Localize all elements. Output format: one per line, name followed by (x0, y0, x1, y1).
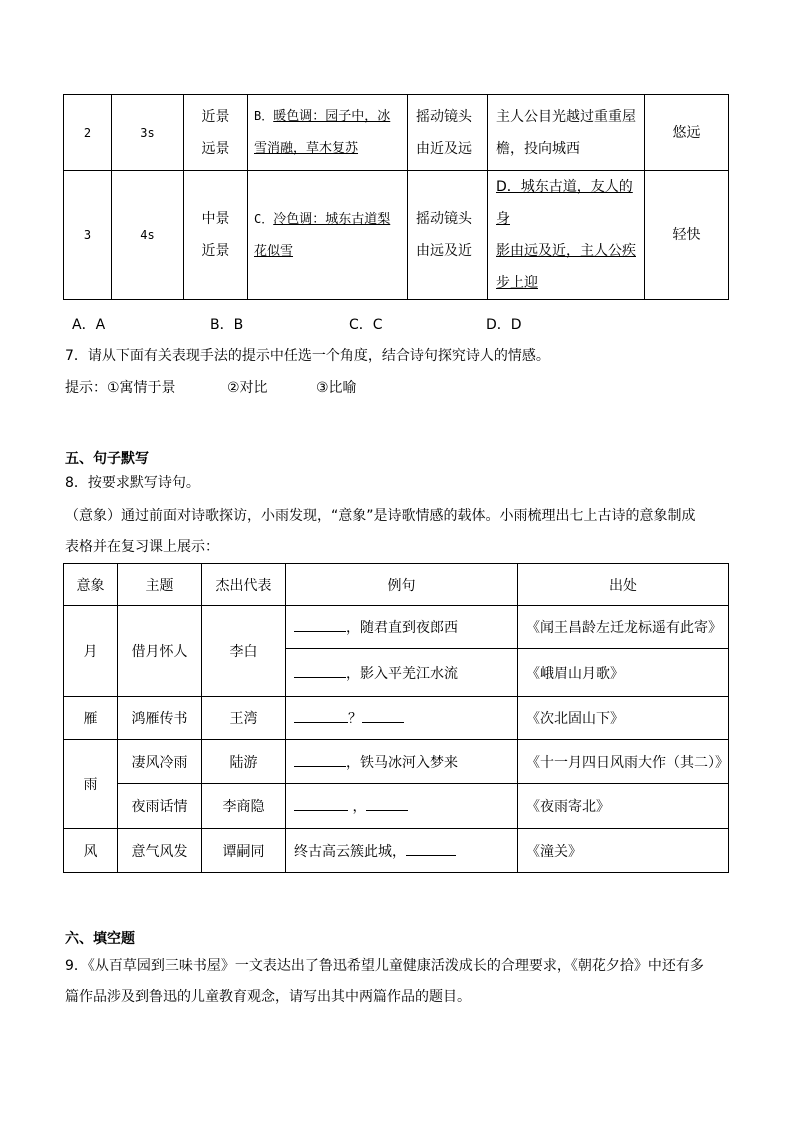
source-cell: 《次北固山下》 (518, 697, 729, 740)
shot-type: 近景 远景 (184, 95, 248, 171)
source-cell: 《闻王昌龄左迁龙标遥有此寄》 (518, 606, 729, 649)
answer-blank[interactable] (294, 708, 348, 723)
table-row (64, 740, 729, 784)
answer-blank[interactable] (294, 752, 346, 767)
sentence-cell: ？ (286, 697, 518, 740)
header-author: 杰出代表 (202, 564, 286, 606)
author-cell: 王湾 (202, 697, 286, 740)
answer-blank[interactable] (294, 663, 346, 678)
row-number: 2 (64, 95, 112, 171)
media-row-3 (64, 171, 729, 300)
header-sentence: 例句 (286, 564, 518, 606)
header-source: 出处 (518, 564, 729, 606)
theme-cell: 夜雨话情 (118, 784, 202, 829)
table-row (64, 829, 729, 873)
shot-content: 主人公目光越过重重屋 檐，投向城西 (488, 95, 645, 171)
section-5-heading: 五、句子默写 (65, 451, 149, 467)
sentence-cell: ，影入平羌江水流 (286, 649, 518, 697)
theme-cell: 借月怀人 (118, 606, 202, 697)
header-image: 意象 (64, 564, 118, 606)
imagery-cell: 月 (64, 606, 118, 697)
media-row-2 (64, 95, 729, 171)
table-row (64, 784, 729, 829)
media-table (63, 94, 729, 300)
answer-blank[interactable] (366, 796, 408, 811)
music-style: 悠远 (645, 95, 729, 171)
duration: 4s (112, 171, 184, 300)
imagery-cell: 雁 (64, 697, 118, 740)
source-cell: 《潼关》 (518, 829, 729, 873)
author-cell: 陆游 (202, 740, 286, 784)
q7-hint-1: 提示：①寓情于景 (65, 380, 176, 396)
question-7: 7．请从下面有关表现手法的提示中任选一个角度，结合诗句探究诗人的情感。 (65, 348, 550, 364)
choice-d: D．D (486, 317, 522, 333)
theme-cell: 凄风冷雨 (118, 740, 202, 784)
choice-a: A．A (72, 317, 106, 333)
author-cell: 李商隐 (202, 784, 286, 829)
answer-blank[interactable] (406, 841, 456, 856)
table-row (64, 697, 729, 740)
section-6-heading: 六、填空题 (65, 931, 135, 947)
table-header-row (64, 564, 729, 606)
option-c: C．冷色调：城东古道梨 花似雪 (248, 171, 408, 300)
option-d: D．城东古道，友人的身 影由远及近，主人公疾 步上迎 (488, 171, 645, 300)
source-cell: 《峨眉山月歌》 (518, 649, 729, 697)
sentence-cell: ，铁马冰河入梦来 (286, 740, 518, 784)
imagery-cell: 风 (64, 829, 118, 873)
imagery-table (63, 563, 729, 873)
answer-blank[interactable] (294, 617, 346, 632)
source-cell: 《十一月四日风雨大作（其二）》 (518, 740, 729, 784)
sentence-cell: 终古高云簇此城， (286, 829, 518, 873)
camera-move: 摇动镜头 由远及近 (408, 171, 488, 300)
imagery-cell: 雨 (64, 740, 118, 829)
row-number: 3 (64, 171, 112, 300)
q7-hint-3: ③比喻 (316, 380, 357, 396)
music-style: 轻快 (645, 171, 729, 300)
camera-move: 摇动镜头 由近及远 (408, 95, 488, 171)
sentence-cell: ，随君直到夜郎西 (286, 606, 518, 649)
author-cell: 谭嗣同 (202, 829, 286, 873)
q8-intro-line-2: 表格并在复习课上展示： (65, 539, 219, 555)
question-9-line-1: 9．《从百草园到三味书屋》一文表达出了鲁迅希望儿童健康活泼成长的合理要求，《朝花夕拾》中还有多 (65, 958, 704, 974)
sentence-cell: ， (286, 784, 518, 829)
theme-cell: 鸿雁传书 (118, 697, 202, 740)
duration: 3s (112, 95, 184, 171)
q7-hint-2: ②对比 (227, 380, 268, 396)
question-9-line-2: 篇作品涉及到鲁迅的儿童教育观念，请写出其中两篇作品的题目。 (65, 989, 471, 1005)
shot-type: 中景 近景 (184, 171, 248, 300)
choice-b: B．B (210, 317, 244, 333)
theme-cell: 意气风发 (118, 829, 202, 873)
option-b: B．暖色调：园子中，冰 雪消融，草木复苏 (248, 95, 408, 171)
choice-c: C．C (349, 317, 383, 333)
header-theme: 主题 (118, 564, 202, 606)
q8-intro-line-1: （意象）通过前面对诗歌探访，小雨发现，“意象”是诗歌情感的载体。小雨梳理出七上古诗的意象制成 (65, 508, 696, 524)
author-cell: 李白 (202, 606, 286, 697)
source-cell: 《夜雨寄北》 (518, 784, 729, 829)
question-8: 8．按要求默写诗句。 (65, 475, 200, 491)
answer-blank[interactable] (294, 796, 348, 811)
answer-blank[interactable] (362, 708, 404, 723)
table-row (64, 606, 729, 649)
